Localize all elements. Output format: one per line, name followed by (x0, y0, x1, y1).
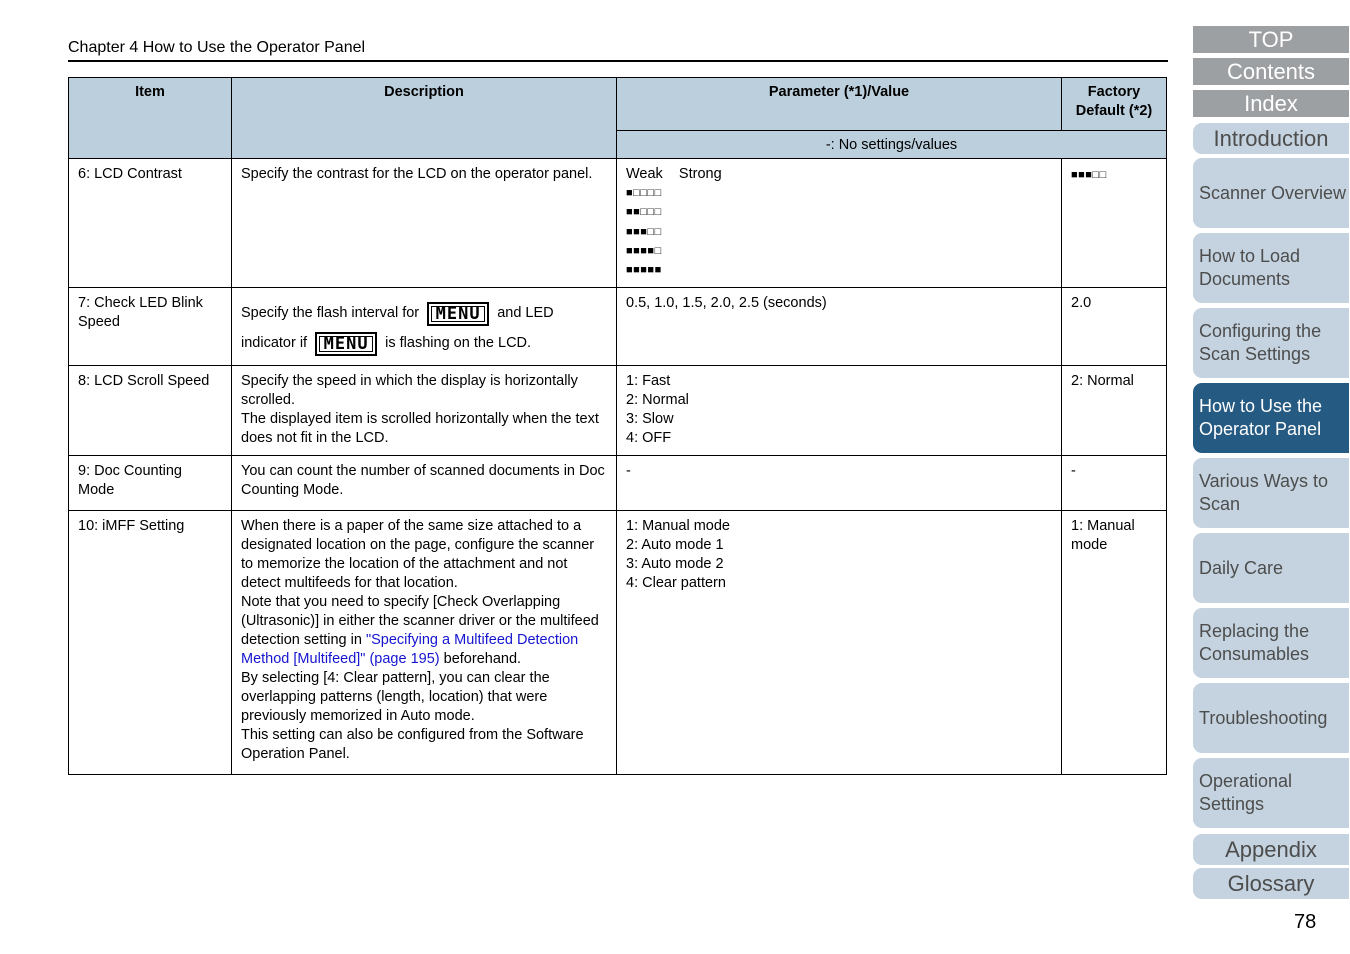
desc-text: Note that you need to specify [Check Overlapping (Ultrasonic)] in either the scanner driver or the multifeed detection setting in "Specifying a Multifeed Detection Method [Multifeed]" (page 195) beforehand. (241, 594, 599, 668)
row-item: 6: LCD Contrast (69, 159, 232, 288)
row-parameter: - (617, 456, 1062, 511)
nav-replacing-consumables[interactable]: Replacing the Consumables (1193, 608, 1349, 678)
row-parameter: 0.5, 1.0, 1.5, 2.0, 2.5 (seconds) (617, 288, 1062, 366)
contrast-level: ■■■■□ (626, 244, 662, 257)
contrast-level: ■■□□□ (626, 206, 662, 219)
nav-contents-button[interactable]: Contents (1193, 58, 1349, 85)
row-default: - (1062, 456, 1167, 511)
param-option: 1: Fast (626, 373, 671, 390)
param-option: 4: OFF (626, 430, 672, 447)
desc-text: Specify the flash interval for (241, 305, 420, 322)
desc-text: When there is a paper of the same size attached to a designated location on the page, configure the scanner to memorize the location of the attachment and not detect multifeeds for that location. (241, 518, 595, 592)
param-option: 2: Auto mode 1 (626, 537, 724, 554)
contrast-scale-label: Weak Strong (626, 166, 722, 182)
row-item: 7: Check LED Blink Speed (69, 288, 232, 366)
nav-how-to-load-documents[interactable]: How to Load Documents (1193, 233, 1349, 303)
contrast-default: ■■■□□ (1071, 169, 1107, 181)
param-option: 3: Slow (626, 411, 674, 428)
row-default (1062, 159, 1167, 288)
contrast-level: ■■■□□ (626, 225, 662, 238)
nav-various-ways-to-scan[interactable]: Various Ways to Scan (1193, 458, 1349, 528)
param-option: 1: Manual mode (626, 518, 730, 535)
row-default: 1: Manual mode (1062, 511, 1167, 775)
row-default: 2: Normal (1062, 366, 1167, 456)
row-description (232, 366, 617, 456)
desc-text: By selecting [4: Clear pattern], you can clear the overlapping patterns (length, location) that were previously memorized in Auto mode. (241, 670, 550, 725)
multifeed-page-link[interactable]: "Specifying a Multifeed Detection Method [Multifeed]" (page 195) (241, 632, 579, 668)
row-parameter (617, 511, 1062, 775)
row-description (232, 511, 617, 775)
desc-text: and LED (497, 305, 554, 322)
nav-top-button[interactable]: TOP (1193, 26, 1349, 53)
contrast-level: ■□□□□ (626, 187, 662, 199)
desc-text: is flashing on the LCD. (385, 335, 532, 352)
contrast-level: ■■■■■ (626, 264, 662, 277)
row-default: 2.0 (1062, 288, 1167, 366)
row-parameter (617, 159, 1062, 288)
nav-scanner-overview[interactable]: Scanner Overview (1193, 158, 1349, 228)
row-description (232, 288, 617, 366)
nav-daily-care[interactable]: Daily Care (1193, 533, 1349, 603)
menu-button-icon: MENU (427, 302, 489, 326)
row-description: You can count the number of scanned documents in Doc Counting Mode. (232, 456, 617, 511)
nav-how-to-use-operator-panel[interactable]: How to Use the Operator Panel (1193, 383, 1349, 453)
header-item: Item (69, 78, 232, 159)
param-option: 3: Auto mode 2 (626, 556, 724, 573)
desc-text: This setting can also be configured from the Software Operation Panel. (241, 727, 584, 763)
chapter-title: Chapter 4 How to Use the Operator Panel (68, 39, 366, 56)
desc-text: Specify the speed in which the display is horizontally scrolled. (241, 373, 578, 409)
row-parameter (617, 366, 1062, 456)
header-default: Factory Default (*2) (1062, 78, 1167, 131)
desc-text: The displayed item is scrolled horizontally when the text does not fit in the LCD. (241, 411, 599, 447)
nav-operational-settings[interactable]: Operational Settings (1193, 758, 1349, 828)
table-row (69, 366, 1167, 456)
menu-button-icon: MENU (315, 332, 377, 356)
nav-appendix[interactable]: Appendix (1193, 834, 1349, 865)
row-item: 9: Doc Counting Mode (69, 456, 232, 511)
header-rule (68, 60, 1168, 62)
param-option: 2: Normal (626, 392, 689, 409)
table-row (69, 159, 1167, 288)
header-parameter: Parameter (*1)/Value (617, 78, 1062, 131)
settings-table (68, 77, 1167, 775)
row-description: Specify the contrast for the LCD on the operator panel. (232, 159, 617, 288)
nav-glossary[interactable]: Glossary (1193, 868, 1349, 899)
table-row (69, 511, 1167, 775)
header-note: -: No settings/values (617, 131, 1167, 159)
nav-index-button[interactable]: Index (1193, 90, 1349, 117)
page-number: 78 (1294, 911, 1317, 933)
nav-troubleshooting[interactable]: Troubleshooting (1193, 683, 1349, 753)
nav-introduction[interactable]: Introduction (1193, 123, 1349, 154)
desc-text: indicator if (241, 335, 308, 352)
row-item: 10: iMFF Setting (69, 511, 232, 775)
table-row (69, 456, 1167, 511)
table-row (69, 288, 1167, 366)
nav-configuring-scan-settings[interactable]: Configuring the Scan Settings (1193, 308, 1349, 378)
header-description: Description (232, 78, 617, 159)
table-header-row (69, 78, 1167, 131)
row-item: 8: LCD Scroll Speed (69, 366, 232, 456)
param-option: 4: Clear pattern (626, 575, 726, 592)
